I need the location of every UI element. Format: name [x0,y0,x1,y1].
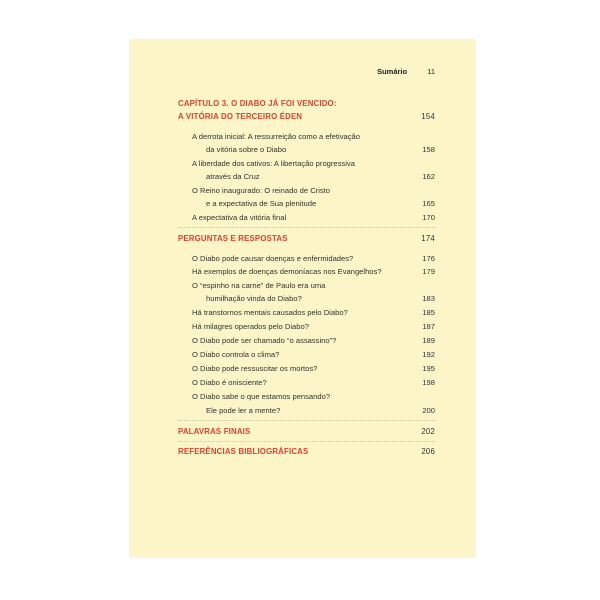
qa-page: 174 [421,234,435,243]
book-page: Sumário 11 CAPÍTULO 3. O DIABO JÁ FOI VENCIDO: A VITÓRIA DO TERCEIRO ÉDEN 154 A derrota inicial: A ressurreição como a efetivação da vitória sobre o Diabo 158 A liberdade dos cativos: A libertação progressiva através da Cruz 162 O Reino inaugurado: O reinado de Cristo e a expectativa de Sua plenitude 165 A expectativa da vitória final 170 PERGUNTAS E RESPOSTAS 174 O Diabo pode causar doenças e enfermidades? 176 Há exemplos de doenças demoníacas nos Evangelhos? 179 O “espinho na carne” de Paulo era uma humilhação vinda do Diabo? 183 Há transtornos mentais causados pelo Diabo? 185 Há milagres operados pelo Diabo? 187 O Diabo pode ser chamado “o assassino”? 189 O Diabo controla o clima? 192 O Diabo pode ressuscitar os mortos? 195 O Diabo é onisciente? 198 O Diabo sabe o que estamos pensando? Ele pode ler a mente? 200 PALAVRAS FINAIS 202 REFERÊNCIAS BIBLIOGRÁFICAS 206 [130,40,475,557]
toc-page: 176 [422,254,435,263]
toc-page: 179 [422,267,435,276]
final-words-page: 202 [421,427,435,436]
divider [178,420,435,421]
toc-page: 185 [422,308,435,317]
chapter-heading-line2: A VITÓRIA DO TERCEIRO ÉDEN [178,112,303,121]
toc-page: 198 [422,378,435,387]
toc-page: 158 [422,145,435,154]
chapter-page: 154 [421,112,435,121]
toc-page: 192 [422,350,435,359]
toc-page: 162 [422,172,435,181]
toc-page: 195 [422,364,435,373]
toc-page: 189 [422,336,435,345]
toc-page: 183 [422,294,435,303]
header-section: Sumário [377,67,408,76]
divider [178,227,435,228]
chapter-heading-line1: CAPÍTULO 3. O DIABO JÁ FOI VENCIDO: [178,99,337,108]
divider [178,441,435,442]
toc-page: 187 [422,322,435,331]
toc-page: 200 [422,406,435,415]
header-page-number: 11 [427,67,435,76]
toc-page: 170 [422,213,435,222]
running-header [377,67,435,76]
references-page: 206 [421,447,435,456]
toc-page: 165 [422,199,435,208]
